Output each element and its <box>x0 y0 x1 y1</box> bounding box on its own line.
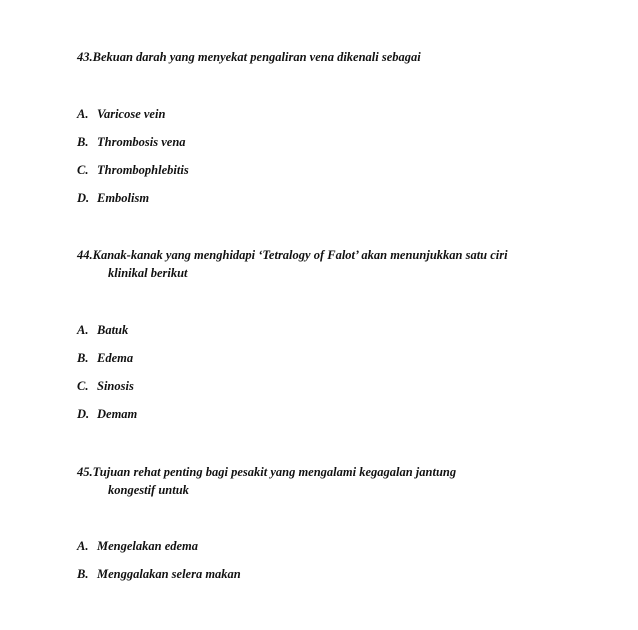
option-text: Sinosis <box>97 379 134 393</box>
question-44-text-continued: klinikal berikut <box>108 266 188 280</box>
question-43-option-a <box>77 106 165 122</box>
option-text: Thrombophlebitis <box>97 163 189 177</box>
question-43-option-d <box>77 190 149 206</box>
option-letter: C. <box>77 163 89 177</box>
option-letter: B. <box>77 351 89 365</box>
question-44-option-c <box>77 378 134 394</box>
option-text: Embolism <box>97 191 150 205</box>
option-text: Mengelakan edema <box>97 539 199 553</box>
question-45-text: 45.Tujuan rehat penting bagi pesakit yang mengalami kegagalan jantung <box>77 465 457 479</box>
question-44-option-b <box>77 350 133 366</box>
option-text: Menggalakan selera makan <box>97 567 241 581</box>
question-44-option-d <box>77 406 137 422</box>
question-43-option-c <box>77 162 189 178</box>
question-45-option-a <box>77 538 198 554</box>
option-letter: B. <box>77 135 89 149</box>
option-letter: A. <box>77 107 89 121</box>
option-text: Edema <box>97 351 134 365</box>
option-letter: D. <box>77 407 90 421</box>
option-letter: A. <box>77 323 89 337</box>
option-text: Varicose vein <box>97 107 166 121</box>
question-44-stem <box>77 246 577 282</box>
question-44-text: 44.Kanak-kanak yang menghidapi ‘Tetralogy of Falot’ akan menunjukkan satu ciri <box>77 248 508 262</box>
option-text: Demam <box>97 407 138 421</box>
question-44-option-a <box>77 322 128 338</box>
question-45-text-continued: kongestif untuk <box>108 483 189 497</box>
option-letter: A. <box>77 539 89 553</box>
question-43-stem <box>77 48 577 66</box>
question-45-option-b <box>77 566 241 582</box>
option-letter: D. <box>77 191 90 205</box>
option-letter: B. <box>77 567 89 581</box>
question-43-text: 43.Bekuan darah yang menyekat pengaliran vena dikenali sebagai <box>77 50 421 64</box>
option-text: Batuk <box>97 323 129 337</box>
option-letter: C. <box>77 379 89 393</box>
option-text: Thrombosis vena <box>97 135 186 149</box>
question-45-stem <box>77 463 577 499</box>
question-43-option-b <box>77 134 186 150</box>
